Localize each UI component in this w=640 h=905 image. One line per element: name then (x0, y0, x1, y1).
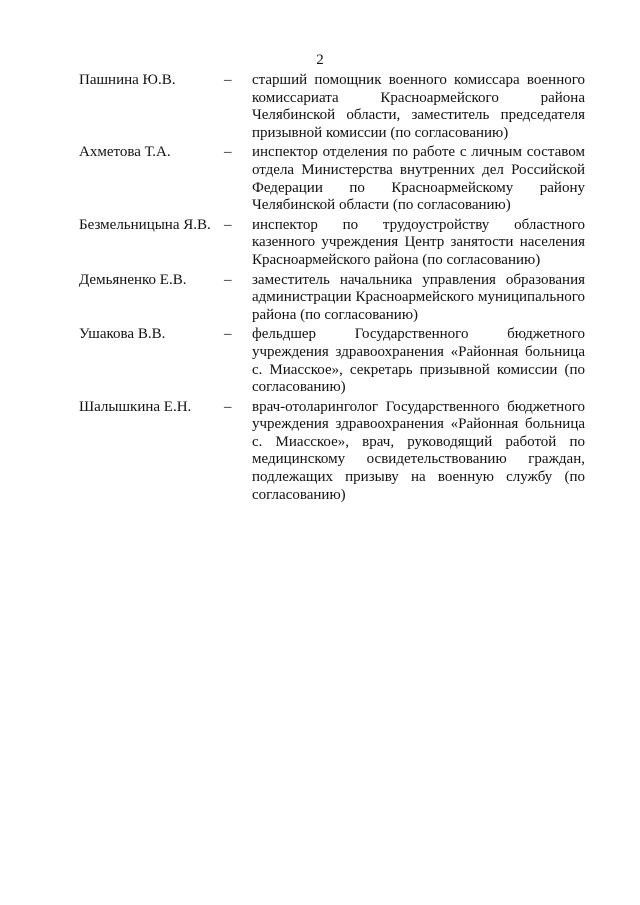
member-name: Ушакова В.В. (79, 326, 166, 343)
member-dash: – (224, 326, 232, 343)
member-dash: – (224, 271, 232, 288)
member-row (79, 399, 585, 505)
member-role: фельдшер Государственного бюджетного учреждения здравоохранения «Районная больница с. Миасское», секретарь призывной комиссии (по согласованию) (252, 326, 585, 396)
member-row (79, 144, 585, 214)
page-number: 2 (316, 52, 324, 68)
member-dash: – (224, 216, 232, 233)
member-role: врач-отоларинголог Государственного бюджетного учреждения здравоохранения «Районная больница с. Миасское», врач, руководящий работой по медицинскому освидетельствованию граждан, подлежащих призыву на военную службу (по согласованию) (252, 398, 585, 503)
member-dash: – (224, 144, 232, 161)
member-name: Безмельницына Я.В. (79, 216, 211, 233)
member-name: Демьяненко Е.В. (79, 271, 187, 288)
member-name: Пашнина Ю.В. (79, 72, 176, 88)
member-role: заместитель начальника управления образования администрации Красноармейского муниципального района (по согласованию) (252, 271, 585, 323)
member-row (79, 326, 585, 396)
member-row (79, 217, 585, 270)
commission-member-list (79, 72, 585, 504)
member-row (79, 272, 585, 325)
member-dash: – (224, 72, 232, 88)
member-role: инспектор отделения по работе с личным составом отдела Министерства внутренних дел Российской Федерации по Красноармейскому району Челябинской области (по согласованию) (252, 144, 585, 214)
member-dash: – (224, 398, 232, 415)
member-name: Шалышкина Е.Н. (79, 398, 192, 415)
member-row (79, 72, 585, 142)
member-role: инспектор по трудоустройству областного казенного учреждения Центр занятости населения Красноармейского района (по согласованию) (252, 216, 585, 268)
member-name: Ахметова Т.А. (79, 144, 171, 161)
member-role: старший помощник военного комиссара военного комиссариата Красноармейского района Челябинской области, заместитель председателя призывной комиссии (по согласованию) (252, 72, 585, 141)
